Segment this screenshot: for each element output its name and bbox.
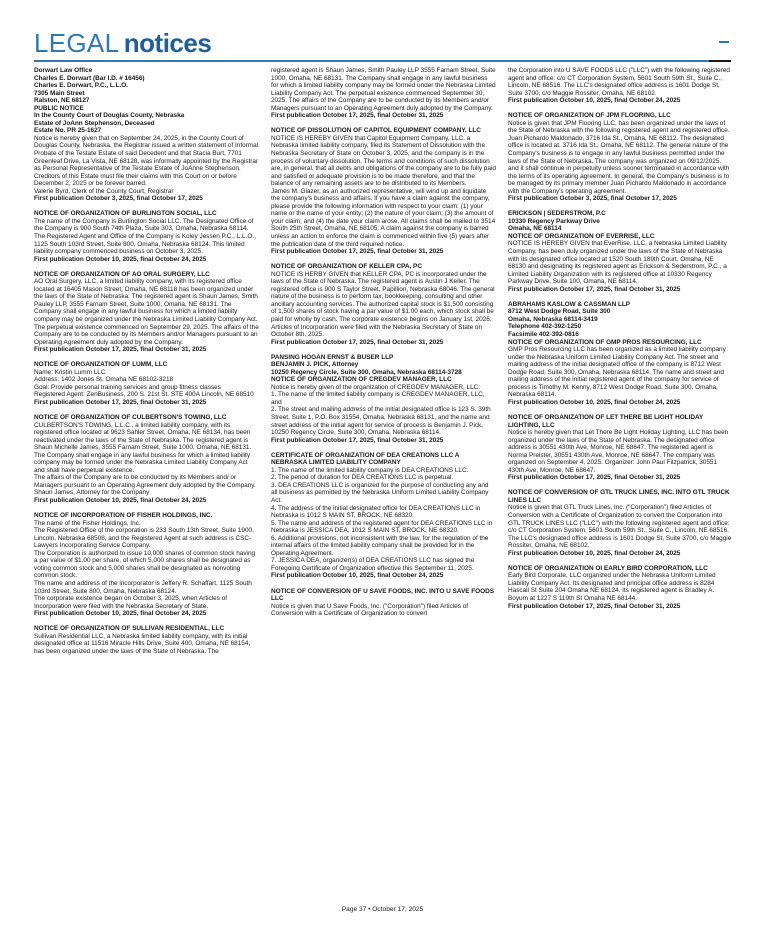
legal-notice — [271, 67, 496, 120]
notice-text: First publication October 3, 2025, final October 17, 2025 — [34, 195, 203, 203]
notice-text: The affairs of the Company are to be conducted by its Members and/ or Managers pursuant to an Operating Agreement duly adopted by the Company. Shaun James, Attorney for the Company — [34, 474, 256, 497]
notice-text: The corporate existence began on October 3, 2025, when Articles of Incorporation were filed with the Nebraska Secretary of State. — [34, 595, 227, 610]
notice-text: Notice is given that GTL Truck Lines, Inc. ("Corporation") filed Articles of Conversion with a Certificate of Organization to convert the Corporation into GTL TRUCK LINES LLC ("LLC") with the following registered agent and office: c/o CT Corporation System, 5601 South 59th St., Suite C., Lincoln, NE 68516. The LLC's designated office address is 1601 Dodge St, Suite 3700, c/o Maggie Rossiter, Omaha, NE 68102. — [508, 504, 732, 550]
notice-heading: NOTICE OF ORGANIZATION OF KELLER CPA, PC — [271, 263, 422, 271]
notice-text: 3. DEA CREATIONS LLC is organized for the purpose of conducting any and all business as permitted by the Nebraska Uniform Limited Liability Company Act. — [271, 481, 489, 504]
column-3 — [508, 67, 733, 905]
notice-text: Valerie Byrd, Clerk of the County Court, Registrar — [34, 187, 174, 195]
notice-text: 1. The name of the limited liability company is CREGDEV MANAGER, LLC, and — [271, 391, 485, 406]
notice-text: Charles E. Dorwart (Bar I.D. # 16456) — [34, 74, 145, 82]
legal-notice — [34, 67, 259, 203]
notice-text: Notice is given that U Save Foods, Inc. ("Corporation") filed Articles of Conversion with a Certificate of Organization to convert — [271, 602, 469, 618]
legal-notice — [508, 414, 733, 482]
header-ornament — [719, 41, 729, 43]
notice-text: GMP Pros Resourcing LLC has been organized as a limited liability company under the Nebraska Uniform Limited Liability Company Act. The street and mailing address of the initial designated office of the company is 8712 West Dodge Road, Suite 300, Omaha, Nebraska 68114. The name and street and mailing address of the initial registered agent of the company for service of process is Timothy M. Kenny, 8712 West Dodge Road, Suite 300, Omaha, Nebraska 68114. — [508, 346, 726, 399]
legal-notice — [508, 67, 733, 105]
notice-text: Creditors of this Estate must file their claims with this Court on or before December 2, 2025 or be forever barred. — [34, 172, 237, 188]
notice-text: 10250 Regency Circle, Suite 300, Omaha, Nebraska 68114-3728 — [271, 368, 462, 376]
notice-heading: PANSING HOGAN ERNST & BUSER LLP — [271, 353, 394, 361]
legal-notice — [271, 127, 496, 255]
notice-text: First publication October 10, 2025, final October 24, 2025 — [34, 255, 207, 263]
notice-text: First publication October 10, 2025, final October 24, 2025 — [508, 398, 681, 406]
notice-text: Notice is hereby given of the organization of CREGDEV MANAGER, LLC: — [271, 383, 481, 391]
notice-text: The Registered Office of the corporation is 233 South 13th Street, Suite 1900, Lincoln, Nebraska 68508, and the Registered Agent at such address is CSC-Lawyers Incorporating Service Company. — [34, 527, 254, 550]
notice-heading: NOTICE OF ORGANIZATION OF AO ORAL SURGERY, LLC — [34, 270, 210, 278]
notice-text: First publication October 17, 2025, final October 31, 2025 — [34, 398, 207, 406]
notice-text: Goal: Provide personal training services and group fitness classes — [34, 383, 221, 391]
notice-heading: NOTICE OF CONVERSION OF GTL TRUCK LINES, INC. INTO GTL TRUCK LINES LLC — [508, 489, 730, 504]
notice-heading: NOTICE OF ORGANIZATION OF BURLINGTON SOCIAL, LLC — [34, 210, 217, 218]
notice-text: NOTICE OF ORGANIZATION OF GMP PROS RESOURCING, LLC — [508, 338, 702, 346]
notice-text: Early Bird Corporate, LLC organized under the Nebraska Uniform Limited Liability Company Act. Its designated and principal office address is 8284 Hascall St Suite 204 Omaha NE 68124. Its registered agent is Bradley A. Boyum at 1227 S 119th St Omaha NE 68144. — [508, 572, 716, 602]
notice-heading: NOTICE OF INCORPORATION OF FISHER HOLDINGS, INC. — [34, 512, 213, 520]
notice-heading: NOTICE OF ORGANIZATION OF LET THERE BE LIGHT HOLIDAY LIGHTING, LLC — [508, 413, 704, 429]
legal-notice — [34, 210, 259, 263]
notice-heading: NOTICE OF DISSOLUTION OF CAPITOL EQUIPMENT COMPANY, LLC — [271, 127, 481, 135]
notice-text: Omaha, NE 68114 — [508, 225, 562, 233]
notice-text: First publication October 17, 2025, final October 31, 2025 — [508, 602, 681, 610]
column-2 — [271, 67, 496, 905]
notice-text: The name and address of the incorporator is Jeffery R. Schaffart, 1125 South 103rd Street, Suite 800, Omaha, Nebraska 68124. — [34, 579, 252, 595]
notice-text: Omaha, Nebraska 68114-3419 — [508, 315, 598, 323]
notice-text: First publication October 17, 2025, final October 31, 2025 — [271, 112, 444, 120]
notice-text: First publication October 10, 2025, final October 24, 2025 — [508, 549, 681, 557]
notice-text: First publication October 10, 2025, final October 24, 2025 — [508, 97, 681, 105]
notice-text: 7305 Main Street — [34, 89, 85, 97]
notice-text: Estate of JoAnn Stephenson, Deceased — [34, 119, 155, 127]
notice-heading: registered agent is Shaun James, Smith Pauley LLP 3555 Farnam Street, Suite 1000, Omaha, NE 68131. The Company shall engage in any lawful business for which a limited liability company may be formed under the Nebraska Limited Liability Company Act. The perpetual existence commenced September 30, 2025. The affairs of the Company are to be conducted by its Members and/or Managers pursuant to an Operating Agreement duly adopted by the Company. — [271, 67, 496, 112]
notice-text: Name: Kristin Lumm LLC — [34, 368, 106, 376]
notice-heading: NOTICE OF ORGANIZATION OF CULBERTSON'S TOWING, LLC — [34, 413, 227, 421]
notice-text: 5. The name and address of the registered agent for DEA CREATIONS LLC in Nebraska is JESSICA DEA, 1012 S MAIN ST, BROCK, NE 68320. — [271, 519, 493, 535]
column-1 — [34, 67, 259, 905]
notice-text: First publication October 10, 2025, final October 24, 2025 — [34, 610, 207, 618]
masthead-legal: LEGAL — [34, 28, 120, 58]
notice-text: In the County Court of Douglas County, Nebraska — [34, 112, 185, 120]
notice-text: Estate No. PR 25-1627 — [34, 127, 102, 135]
notice-text: 8712 West Dodge Road, Suite 300 — [508, 308, 611, 316]
notice-heading: NOTICE OF CONVERSION OF U SAVE FOODS, INC. INTO U SAVE FOODS LLC — [271, 587, 495, 603]
notice-text: 2. The street and mailing address of the initial designated office is 123 S. 39th Street, Suite 1, P.O. Box 31554, Omaha, Nebraska 68131, and the name and street address of the initial agent for service of process is Benjamin J. Pick, 10250 Regency Circle, Suite 300, Omaha, Nebraska 68114. — [271, 406, 491, 437]
notice-text: CULBERTSON'S TOWING, L.L.C., a limited liability company, with its registered office located at 9623 Sahler Street, Omaha, NE 68134, has been reactivated under the laws of the State of Nebraska. The registered agent is Shaun Michelle James, 3555 Farnam Street, Suite 1000, Omaha, NE 68131. The Company shall engage in any lawful business for which a limited liability company may be formed under the Nebraska Limited Liability Company Act and shall have perpetual existence. — [34, 421, 252, 474]
legal-notice — [271, 354, 496, 445]
notice-text: NOTICE IS HEREBY GIVEN that EverRise, LLC, a Nebraska Limited Liability Company, has been duly organized under the laws of the State of Nebraska with its designated office located at 1520 South 189th Court, Omaha, NE 68130 and designating its registered agent as Erickson & Sederstrom, P.C., a Limited Liability Organization with its registered office at 10330 Regency Parkway Drive, Suite 100, Omaha, NE 68114. — [508, 240, 727, 286]
notice-heading: CERTIFICATE OF ORGANIZATION OF DEA CREATIONS LLC A NEBRASKA LIMITED LIABILITY COMPANY — [271, 451, 460, 467]
notice-text: 6. Additional provisions, not inconsistent with the law, for the regulation of the internal affairs of the limited liability company shall be provided for in the Operating Agreement. — [271, 534, 489, 557]
notice-text: NOTICE OF ORGANIZATION OF EVERRISE, LLC — [508, 232, 655, 240]
legal-notice — [271, 452, 496, 580]
notice-text: 4. The address of the initial designated office for DEA CREATIONS LLC in Nebraska is 1012 S MAIN ST, BROCK, NE 68320. — [271, 504, 481, 520]
legal-notice — [271, 263, 496, 346]
notice-text: The name of the Fisher Holdings, Inc. — [34, 519, 141, 527]
notice-text: Address: 1402 Jones St. Omaha NE 68102-3218 — [34, 376, 174, 384]
notice-text: First publication October 17, 2025, final October 31, 2025 — [34, 346, 207, 354]
legal-notice — [34, 361, 259, 406]
notice-text: Telephone 402-392-1250 — [508, 323, 582, 331]
notice-text: First publication October 17, 2025, final October 31, 2025 — [271, 338, 444, 346]
notice-heading: NOTICE OF ORGANIZATION OF LUMM, LLC — [34, 361, 168, 369]
masthead — [34, 28, 734, 62]
notices-columns — [34, 67, 734, 905]
notice-heading: ABRAHAMS KASLOW & CASSMAN LLP — [508, 300, 631, 308]
notice-text: Notice is hereby given that on September 24, 2025, in the County Court of Douglas County, Nebraska, the Registrar issued a written statement of Informal Probate of the Testate Estate of said Decedent and that Stacia Burt, 7701 Greenleaf Drive, La Vista, NE 68128, was informally appointed by the Registrar as Personal Representative of the Testate Estate of JoAnne Stephenson. — [34, 134, 259, 173]
notice-heading: ERICKSON | SEDERSTROM, P.C — [508, 210, 606, 218]
header-rule — [34, 60, 710, 62]
notice-text: First publication October 3, 2025, final October 17, 2025 — [508, 195, 677, 203]
legal-notice — [508, 565, 733, 610]
notice-text: NOTICE IS HEREBY GIVEN that Capitol Equipment Company, LLC, a Nebraska limited liability company, filed its Statement of Dissolution with the Nebraska Secretary of State on October 3, 2025, and the company is in the process of voluntary dissolution. The terms and conditions of such dissolution are, in general, that all debts and obligations of the company are to be fully paid and satisfied or adequate provision is to be made therefore, and that the balance of any remaining assets are to be distributed to its Members. — [271, 134, 496, 188]
legal-notice — [34, 271, 259, 354]
notice-text: First publication October 10, 2025, final October 24, 2025 — [34, 496, 207, 504]
notice-text: The Corporation is authorized to issue 10,000 shares of common stock having a par value of $1.00 per share, of which 5,000 shares shall be designated as voting common stock and 5,000 shares shall be designated as nonvoting common stock. — [34, 549, 256, 580]
legal-notice — [34, 512, 259, 618]
legal-notice — [508, 210, 733, 293]
notice-text: Sullivan Residential LLC, a Nebraska limited liability company, with its initial designated office at 11516 Miracle Hills Drive, Suite 400, Omaha, NE 68154, has been organized under the laws of the State of Nebraska. The — [34, 632, 251, 655]
masthead-notices: notices — [123, 28, 212, 58]
notice-text: 10330 Regency Parkway Drive — [508, 217, 600, 225]
notice-text: James M. Glazer, as an authorized representative, will wind up and liquidate the company's business and affairs. If you have a claim against the company, please provide the following information with respect to your claim: (1) your name or the name of your entity; (2) the nature of your claim; (3) the amount of your claim; and (4) the date your claim arose. All claims shall be mailed to 3514 South 25th Street, Omaha, NE 68105. A claim against the company is barred unless an action to enforce the claim is commenced within five (5) years after the publication date of the third required notice. — [271, 187, 496, 248]
notice-text: First publication October 17, 2025, final October 31, 2025 — [508, 285, 681, 293]
notice-heading: Dorwart Law Office — [34, 67, 93, 74]
legal-notice — [508, 489, 733, 557]
legal-notice — [34, 625, 259, 655]
notice-text: Facsimile 402-392-0816 — [508, 331, 579, 338]
notice-text: Notice is hereby given that Let There Be Light Holiday Lighting, LLC has been organized under the laws of the State of Nebraska. The designated office address is 30551 430th Ave, Monroe, NE 68647. The registered agent is Norma Preister, 30551 430th Ave, Monroe, NE 68647. The company was organized on September 4, 2025. Organizer: John Paul Fitzpatrick, 30551 430th Ave, Monroe, NE 68647. — [508, 429, 729, 474]
notice-text: Ralston, NE 68127 — [34, 97, 90, 105]
notice-text: NOTICE IS HERBY GIVEN that KELLER CPA, PC is incorporated under the laws of the State of Nebraska. The registered agent is Austin J Keller. The registered office is 900 S Taylor Street, Papillion, Nebraska 68046. The general nature of the business is to perform tax, bookkeeping, consulting and other ancillary accounting services. The authorized capital stock is $1,500 consisting of 1,500 shares of stock having a par value of $1.00 each, which stock shall be paid for wholly by cash. The corporate existence begins on January 1st, 2026. Articles of Incorporation were filed with the Nebraska Secretary of State on October 8th, 2025. — [271, 270, 495, 339]
notice-text: 7. JESSICA DEA, organizer(s) of DEA CREATIONS LLC has signed the Foregoing Certificate of Organization effective this September 11, 2025. — [271, 557, 475, 572]
legal-notice — [271, 588, 496, 618]
notice-text: PUBLIC NOTICE — [34, 104, 84, 112]
notice-heading: NOTICE OF ORGANIZATION OI EARLY BIRD CORPORATION, LLC — [508, 564, 708, 572]
notice-text: First publication October 10, 2025, final October 24, 2025 — [271, 572, 444, 580]
notice-text: The name of the Company is Burlington Social LLC. The Designated Office of the Company is 900 South 74th Plaza, Suite 303, Omaha, Nebraska 68114. The Registered Agent and Office of the Company is Koley Jessen P.C., L.L.O., 1125 South 103rd Street, Suite 800, Omaha, Nebraska 68124. This limited liability company commenced business on October 3, 2025. — [34, 217, 256, 256]
notice-text: 2. The period of duration for DEA CREATIONS LLC is perpetual. — [271, 474, 454, 482]
notice-heading: NOTICE OF ORGANIZATION OF SULLIVAN RESIDENTIAL, LLC — [34, 625, 225, 633]
notice-text: First publication October 17, 2025, final October 31, 2025 — [508, 474, 681, 482]
notice-text: Charles E. Dorwart, P.C., L.L.O. — [34, 82, 129, 90]
notice-heading: the Corporation into U SAVE FOODS LLC ("LLC") with the following registered agent and office: c/o CT Corporation System, 5601 South 59th St., Suite C., Lincoln, NE 68516. The LLC's designated office address is 1601 Dodge St, Suite 3700, c/o Maggie Rossiter, Omaha, NE 68102. — [508, 67, 730, 97]
notice-text: NOTICE OF ORGANIZATION OF CREGDEV MANAGER, LLC — [271, 376, 452, 384]
notice-text: 1. The name of the limited liability company is DEA CREATIONS LLC. — [271, 466, 469, 474]
notice-text: First publication October 17, 2025, final October 31, 2025 — [271, 436, 444, 444]
notice-text: AO Oral Surgery, LLC, a limited liability company, with its registered office located at 16405 Mason Street, Omaha, NE 68118 has been organized under the laws of the State of Nebraska. The registered agent is Shaun James, Smith Pauley LLP, 3555 Farnam Street, Suite 1000, Omaha, NE 68131. The Company shall engage in any lawful business for which a limited liability company may be organized under the Nebraska Limited Liability Company Act. The perpetual existence commenced on September 29, 2025. The affairs of the Company are to be conducted by its Members and/or Managers pursuant to an Operating Agreement duly adopted by the Company. — [34, 278, 259, 346]
header-rule-accent — [709, 60, 731, 62]
notice-text: BENJAMIN J. PICK, Attorney — [271, 361, 359, 369]
notice-text: Registered Agent: ZenBusiness, 200 S. 21st St. STE 400A Lincoln, NE 68510 — [34, 391, 254, 399]
legal-notice — [508, 301, 733, 407]
page-footer: Page 37 • October 17, 2025 — [341, 906, 424, 913]
legal-notice — [508, 112, 733, 203]
notice-text: First publication October 17, 2025, final October 31, 2025 — [271, 248, 444, 256]
notice-text: Notice is given that JPM Flooring LLC, has been organized under the laws of the State of Nebraska with the following registered agent and registered office. Juan Pichardo Maldonado, 3716 Ida St., Omaha, NE 68112. The designated office is located at. 3716 Ida St., Omaha, NE 68112. The general nature of the Company's business is to engage in any lawful business permitted under the laws of the State of Nebraska. The company was organized on 09/12/2025. and it shall continue in perpetuity unless sooner terminated in accordance with the terms of its operating agreement. In general, the Company's business is to be managed by its primary member Juan Pichardo Maldonado in accordance with the Company's operating agreement. — [508, 119, 730, 195]
legal-notice — [34, 414, 259, 505]
notice-heading: NOTICE OF ORGANIZATION OF JPM FLOORING, LLC — [508, 112, 671, 120]
